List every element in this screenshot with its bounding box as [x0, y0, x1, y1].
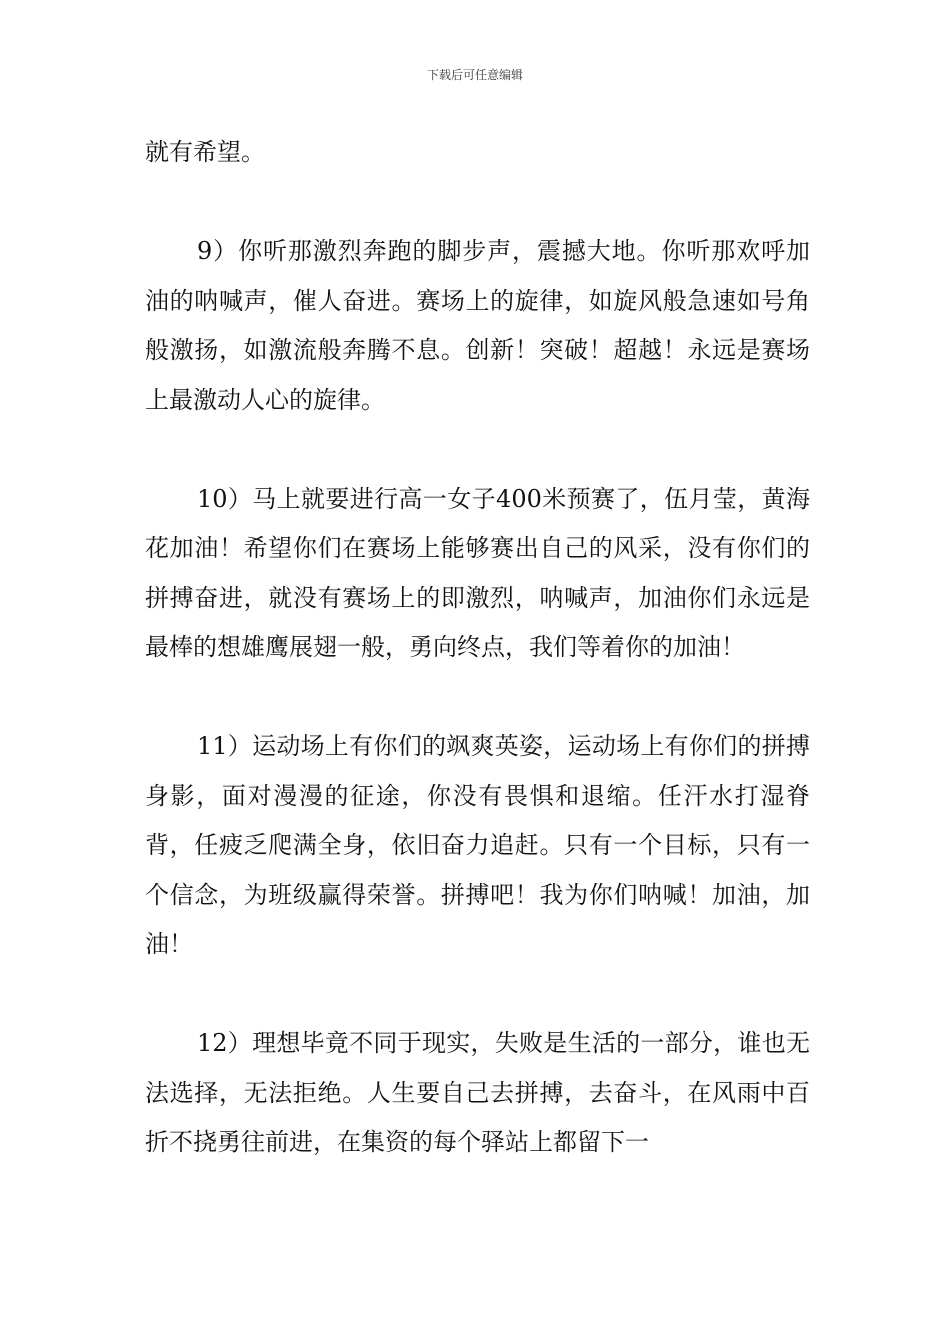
paragraph-continuation: 就有希望。: [145, 138, 265, 166]
paragraph-11: 11）运动场上有你们的飒爽英姿，运动场上有你们的拼搏身影，面对漫漫的征途，你没有畏惧和退缩。任汗水打湿脊背，任疲乏爬满全身，依旧奋力追赶。只有一个目标，只有一个信念，为班级赢得荣誉。拼搏吧！我为你们呐喊！加油，加油！: [145, 732, 810, 958]
paragraph-10: 10）马上就要进行高一女子400米预赛了，伍月莹，黄海花加油！希望你们在赛场上能够赛出自己的风采，没有你们的拼搏奋进，就没有赛场上的即激烈，呐喊声，加油你们永远是最棒的想雄鹰展翅一般，勇向终点，我们等着你的加油！: [145, 484, 810, 661]
document-body: [145, 128, 810, 1168]
paragraph-9: 9）你听那激烈奔跑的脚步声，震撼大地。你听那欢呼加油的呐喊声，催人奋进。赛场上的旋律，如旋风般急速如号角般激扬，如激流般奔腾不息。创新！突破！超越！永远是赛场上最激动人心的旋律。: [145, 237, 810, 414]
paragraph-12: 12）理想毕竟不同于现实，失败是生活的一部分，谁也无法选择，无法拒绝。人生要自己去拼搏，去奋斗，在风雨中百折不挠勇往前进，在集资的每个驿站上都留下一: [145, 1029, 810, 1156]
page-header: 下载后可任意编辑: [426, 68, 523, 82]
